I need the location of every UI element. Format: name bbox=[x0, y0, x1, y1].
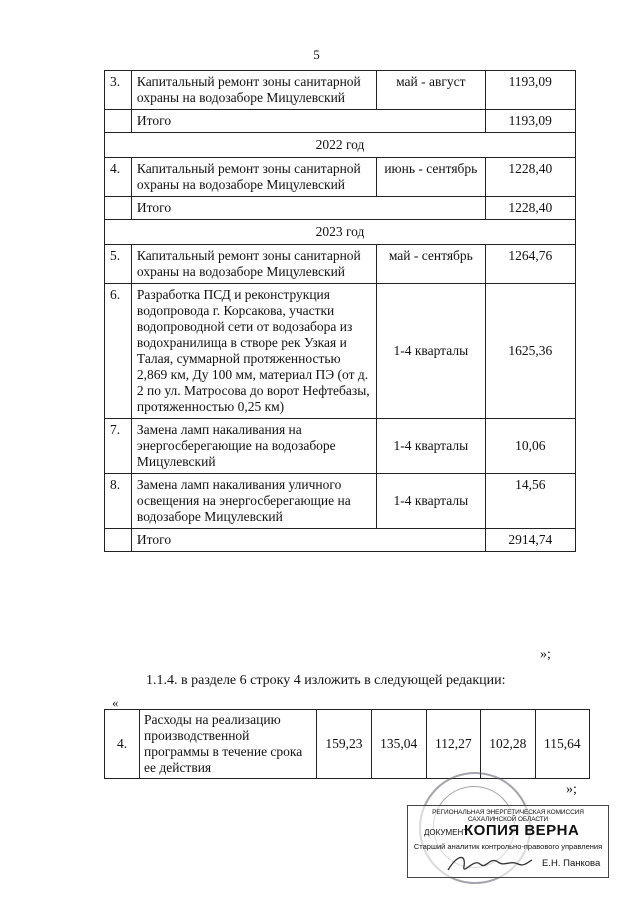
stamp-signer-name: Е.Н. Панкова bbox=[542, 858, 601, 869]
opening-quote: « bbox=[112, 695, 119, 710]
page-number: 5 bbox=[313, 47, 320, 62]
replacement-row-table bbox=[104, 709, 590, 779]
row-name: Капитальный ремонт зоны санитарной охраны на водозаборе Мицулевский bbox=[131, 71, 376, 110]
row-period: май - сентябрь bbox=[377, 245, 485, 284]
row-number: 8. bbox=[105, 474, 132, 529]
row-name: Капитальный ремонт зоны санитарной охраны на водозаборе Мицулевский bbox=[131, 158, 376, 197]
total-amount: 1228,40 bbox=[485, 197, 576, 220]
instruction-text: 1.1.4. в разделе 6 строку 4 изложить в следующей редакции: bbox=[146, 673, 506, 688]
row-amount: 14,56 bbox=[485, 474, 576, 529]
year-header: 2022 год bbox=[105, 133, 576, 158]
year-header: 2023 год bbox=[105, 220, 576, 245]
table-row bbox=[105, 419, 576, 474]
row-period: 1-4 кварталы bbox=[377, 284, 485, 419]
signature-icon bbox=[444, 850, 534, 878]
table-row bbox=[105, 474, 576, 529]
total-row bbox=[105, 110, 576, 133]
row-amount: 1228,40 bbox=[485, 158, 576, 197]
copy-certified-stamp bbox=[407, 805, 609, 878]
row-name: Замена ламп накаливания уличного освещения на энергосберегающие на водозаборе Мицулевский bbox=[131, 474, 376, 529]
stamp-position: Старший аналитик контрольно-правового управления bbox=[413, 842, 603, 851]
table-row bbox=[105, 284, 576, 419]
row-period: 1-4 кварталы bbox=[377, 474, 485, 529]
table-row bbox=[105, 158, 576, 197]
stamp-doc-label: ДОКУМЕНТ bbox=[424, 828, 469, 837]
row-value: 102,28 bbox=[480, 710, 535, 779]
row-number: 4. bbox=[105, 710, 140, 779]
row-amount: 1264,76 bbox=[485, 245, 576, 284]
table-row bbox=[105, 245, 576, 284]
year-header-row bbox=[105, 220, 576, 245]
row-number: 4. bbox=[105, 158, 132, 197]
year-header-row bbox=[105, 133, 576, 158]
certification-stamp bbox=[405, 772, 610, 882]
row-number: 5. bbox=[105, 245, 132, 284]
total-label: Итого bbox=[131, 197, 485, 220]
total-label: Итого bbox=[131, 110, 485, 133]
row-number: 3. bbox=[105, 71, 132, 110]
row-amount: 1193,09 bbox=[485, 71, 576, 110]
row-value: 135,04 bbox=[371, 710, 426, 779]
row-name: Расходы на реализацию производственной программы в течение срока ее действия bbox=[140, 710, 317, 779]
total-label: Итого bbox=[131, 529, 485, 552]
row-number: 6. bbox=[105, 284, 132, 419]
stamp-title: КОПИЯ ВЕРНА bbox=[464, 822, 580, 839]
row-name: Капитальный ремонт зоны санитарной охраны на водозаборе Мицулевский bbox=[131, 245, 376, 284]
row-amount: 10,06 bbox=[485, 419, 576, 474]
row-value: 115,64 bbox=[535, 710, 589, 779]
stamp-organization: РЕГИОНАЛЬНАЯ ЭНЕРГЕТИЧЕСКАЯ КОМИССИЯ САХАЛИНСКОЙ ОБЛАСТИ bbox=[432, 809, 584, 823]
closing-quote: »; bbox=[566, 782, 577, 797]
closing-quote: »; bbox=[540, 647, 551, 662]
total-row bbox=[105, 529, 576, 552]
total-amount: 1193,09 bbox=[485, 110, 576, 133]
row-period: июнь - сентябрь bbox=[377, 158, 485, 197]
row-number: 7. bbox=[105, 419, 132, 474]
row-amount: 1625,36 bbox=[485, 284, 576, 419]
row-name: Разработка ПСД и реконструкция водопровода г. Корсакова, участки водопроводной сети от водозабора из водохранилища в створе рек Узкая и Талая, суммарной протяженностью 2,869 км, Ду 100 мм, материал ПЭ (от д. 2 по ул. Матросова до ворот Нефтебазы, протяженностью 0,25 км) bbox=[131, 284, 376, 419]
row-value: 112,27 bbox=[426, 710, 480, 779]
total-row bbox=[105, 197, 576, 220]
row-period: 1-4 кварталы bbox=[377, 419, 485, 474]
table-row bbox=[105, 710, 590, 779]
table-row bbox=[105, 71, 576, 110]
row-value: 159,23 bbox=[317, 710, 372, 779]
row-name: Замена ламп накаливания на энергосберегающие на водозаборе Мицулевский bbox=[131, 419, 376, 474]
row-period: май - август bbox=[377, 71, 485, 110]
total-amount: 2914,74 bbox=[485, 529, 576, 552]
plan-table bbox=[104, 70, 576, 552]
